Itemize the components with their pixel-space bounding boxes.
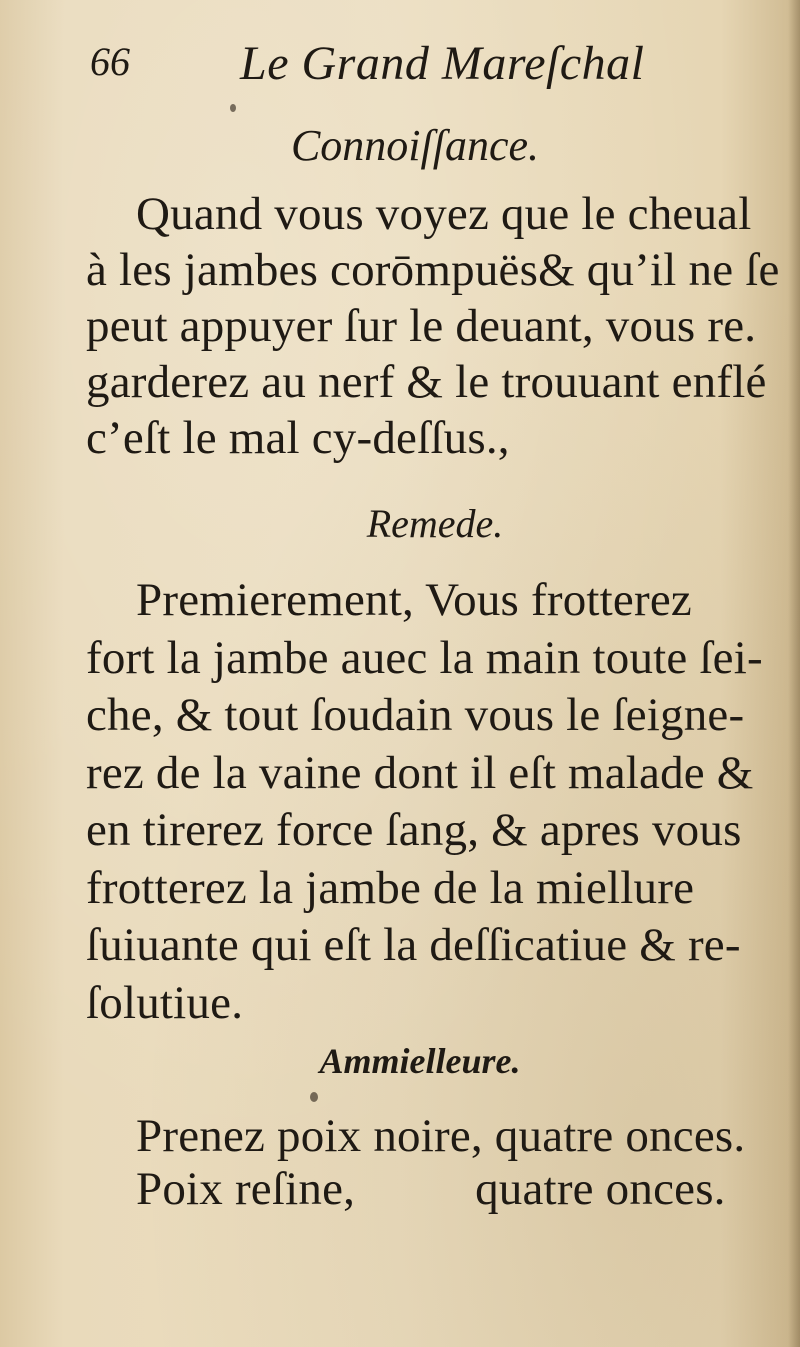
recipe-line xyxy=(86,1163,776,1216)
paragraph-connoissance xyxy=(86,186,780,466)
text-line: che, & tout ſoudain vous le ſeigne- xyxy=(86,689,745,741)
section-heading-connoissance: Connoiſſance. xyxy=(290,121,540,170)
text-line: en tirerez force ſang, & apres vous xyxy=(86,804,742,856)
page-number: 66 xyxy=(90,39,130,84)
running-head-title: Le Grand Mareſchal xyxy=(240,37,645,90)
text-line: rez de la vaine dont il eſt malade & xyxy=(86,746,754,799)
ink-blot xyxy=(310,1092,318,1102)
recipe-line: Prenez poix noire, quatre onces. xyxy=(136,1110,746,1162)
recipe-ingredient: Poix reſine, xyxy=(136,1163,356,1215)
text-line: à les jambes corōmpuës& qu’il ne ſe xyxy=(86,244,780,296)
text-line: ſuiuante qui eſt la deſſicatiue & re- xyxy=(86,919,741,971)
text-line: ſolutiue. xyxy=(86,976,244,1029)
text-line: fort la jambe auec la main toute ſei- xyxy=(86,631,763,684)
running-head xyxy=(90,36,690,96)
text-line: Quand vous voyez que le cheual xyxy=(136,188,752,240)
section-heading-ammielleure: Ammielleure. xyxy=(319,1041,521,1081)
text-line: frotterez la jambe de la miellure xyxy=(86,861,695,914)
text-line: garderez au nerf & le trouuant enflé xyxy=(86,356,767,408)
ink-blot xyxy=(230,104,236,112)
page-edge-shadow xyxy=(788,0,800,1347)
text-line: peut appuyer ſur le deuant, vous re. xyxy=(86,300,757,352)
text-line: Premierement, Vous frotterez xyxy=(136,574,692,626)
text-line: c’eſt le mal cy-deſſus., xyxy=(86,412,510,464)
section-heading-remede: Remede. xyxy=(366,501,504,546)
recipe-list xyxy=(86,1110,776,1216)
paragraph-remede xyxy=(86,572,776,1032)
recipe-quantity: quatre onces. xyxy=(475,1163,726,1215)
